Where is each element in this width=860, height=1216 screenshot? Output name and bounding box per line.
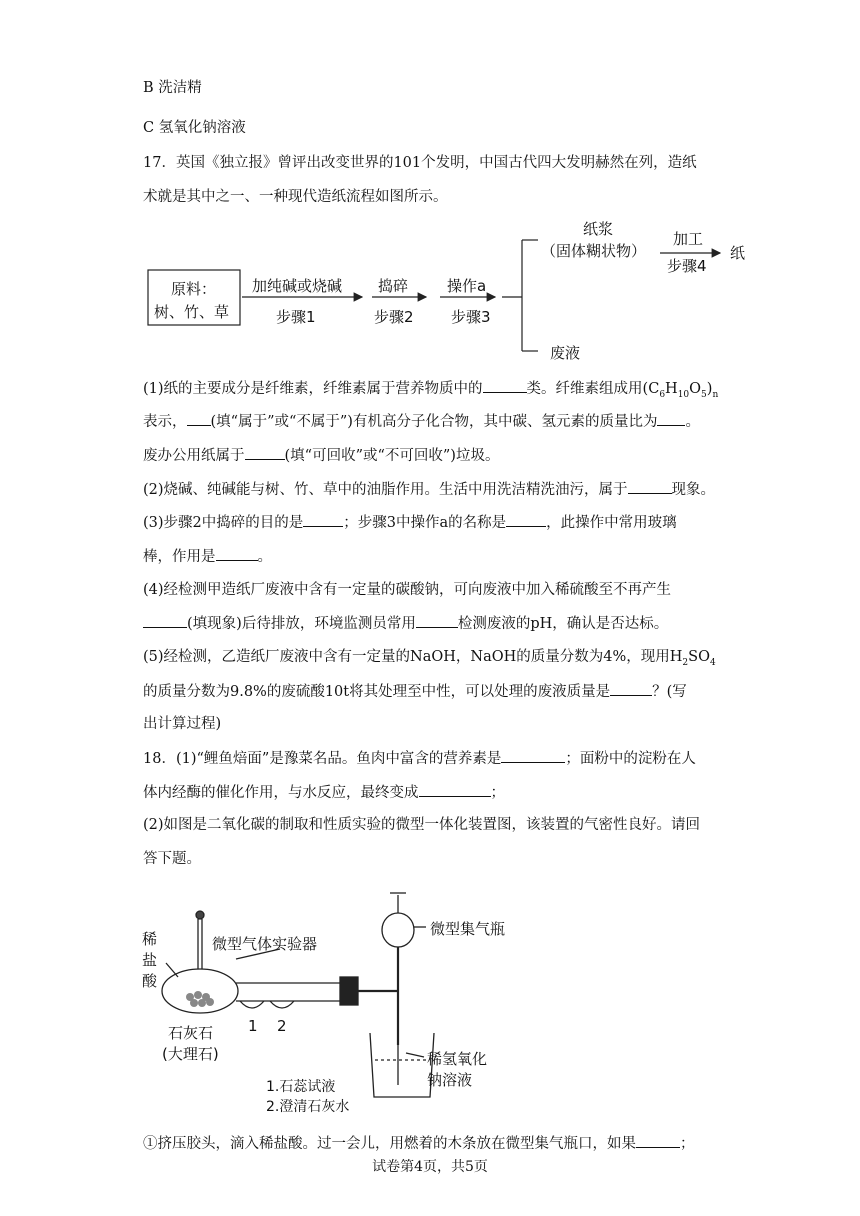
legend-litmus: 1.石蕊试液	[266, 1079, 336, 1095]
position-1-label: 1	[248, 1017, 258, 1035]
q17-part3-line2: 棒，作用是 。	[143, 546, 272, 567]
answer-blank	[416, 613, 458, 628]
answer-blank	[187, 411, 211, 426]
answer-blank	[610, 681, 652, 696]
bottle-label: 微型集气瓶	[430, 920, 506, 938]
step1-label: 步骤1	[276, 308, 316, 326]
answer-blank	[628, 479, 672, 494]
q17-part4-line1: (4)经检测甲造纸厂废液中含有一定量的碳酸钠，可向废液中加入稀硫酸至不再产生	[143, 582, 672, 598]
answer-blank	[501, 748, 565, 763]
answer-blank	[216, 546, 258, 561]
q17-part2: (2)烧碱、纯碱能与树、竹、草中的油脂作用。生活中用洗洁精洗油污，属于 现象。	[143, 479, 715, 500]
step3-action: 操作a	[447, 277, 487, 295]
pulp-label1: 纸浆	[583, 220, 614, 238]
q18-line4: 答下题。	[143, 851, 201, 867]
paper-label: 纸	[730, 244, 746, 262]
answer-blank	[506, 512, 546, 527]
q17-part5-line1: (5)经检测，乙造纸厂废液中含有一定量的NaOH，NaOH的质量分数为4%，现用$H_2SO_4$	[143, 649, 716, 668]
answer-blank	[483, 378, 527, 393]
q17-part1-line3: 废办公用纸属于 (填“可回收”或“不可回收”)垃圾。	[143, 445, 499, 466]
q17-part4-line2: (填现象)后待排放，环境监测员常用 检测废液的pH，确认是否达标。	[143, 613, 668, 634]
step2-label: 步骤2	[374, 308, 414, 326]
raw-material-label2: 树、竹、草	[154, 303, 230, 321]
step4-label: 步骤4	[667, 257, 707, 275]
q17-part5-line3: 出计算过程)	[143, 716, 222, 732]
marble-label: (大理石)	[162, 1045, 219, 1063]
page-footer: 试卷第4页，共5页	[372, 1159, 488, 1175]
step4-action: 加工	[673, 230, 704, 248]
q18-line3: (2)如图是二氧化碳的制取和性质实验的微型一体化装置图，该装置的气密性良好。请回	[143, 817, 701, 833]
answer-blank	[245, 445, 285, 460]
option-b: B 洗洁精	[143, 80, 202, 96]
q18-sub1: ①挤压胶头，滴入稀盐酸。过一会儿，用燃着的木条放在微型集气瓶口，如果 ；	[143, 1133, 695, 1154]
answer-blank	[303, 512, 343, 527]
papermaking-flowchart	[140, 215, 760, 365]
q18-line2: 体内经酶的催化作用，与水反应，最终变成 ；	[143, 782, 505, 803]
q18-line1: 18．(1)“鲤鱼焙面”是豫菜名品。鱼肉中富含的营养素是 ；面粉中的淀粉在人	[143, 748, 696, 769]
beaker	[370, 1033, 434, 1097]
q17-part3-line1: (3)步骤2中捣碎的目的是 ；步骤3中操作a的名称是 ，此操作中常用玻璃	[143, 512, 677, 533]
naoh-label1: 稀氢氧化	[427, 1050, 488, 1068]
acid-label-char2: 盐	[142, 951, 158, 969]
q17-intro-line1: 17．英国《独立报》曾评出改变世界的101个发明，中国古代四大发明赫然在列，造纸	[143, 155, 697, 171]
limestone-label: 石灰石	[168, 1024, 214, 1042]
legend-limewater: 2.澄清石灰水	[266, 1099, 350, 1115]
raw-material-label1: 原料：	[171, 280, 217, 298]
stopper	[340, 977, 358, 1005]
position-2-label: 2	[277, 1017, 287, 1035]
q17-part1-line1: (1)纸的主要成分是纤维素，纤维素属于营养物质中的 类。纤维素组成用$(C_6H_{10}O_5)_n$	[143, 378, 718, 405]
acid-label-char3: 酸	[142, 972, 158, 990]
q17-intro-line2: 术就是其中之一、一种现代造纸流程如图所示。	[143, 189, 448, 205]
waste-label: 废液	[550, 344, 581, 362]
pulp-label2: （固体糊状物）	[541, 242, 647, 260]
step1-action: 加纯碱或烧碱	[252, 277, 343, 295]
naoh-label2: 钠溶液	[427, 1071, 473, 1089]
q17-part1-line2: 表示， (填“属于”或“不属于”)有机高分子化合物，其中碳、氢元素的质量比为 。	[143, 411, 700, 432]
answer-blank	[636, 1133, 680, 1148]
acid-label-char1: 稀	[142, 930, 158, 948]
answer-blank	[657, 411, 685, 426]
step2-action: 捣碎	[378, 277, 409, 295]
gas-collection-bottle	[382, 913, 414, 947]
device-label: 微型气体实验器	[212, 935, 318, 953]
option-c: C 氢氧化钠溶液	[143, 120, 246, 136]
answer-blank	[143, 613, 187, 628]
answer-blank	[419, 782, 491, 797]
dropper-bulb	[196, 911, 204, 919]
q17-part5-line2: 的质量分数为9.8%的废硫酸10t将其处理至中性，可以处理的废液质量是 ？(写	[143, 681, 687, 702]
co2-apparatus-diagram	[140, 885, 540, 1125]
step3-label: 步骤3	[451, 308, 491, 326]
